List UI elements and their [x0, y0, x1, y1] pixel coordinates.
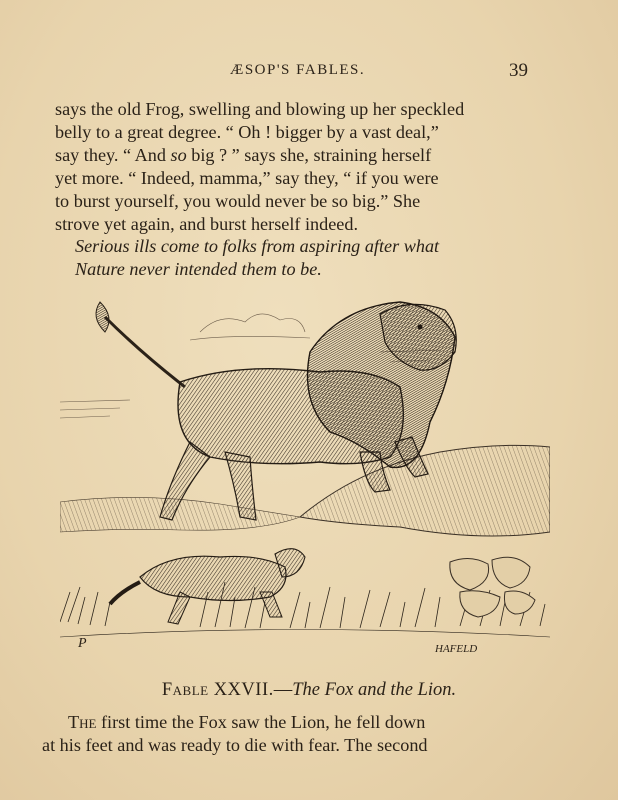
dropcap-word: The	[68, 712, 97, 732]
passage-line	[55, 144, 535, 167]
moral-line: Nature never intended them to be.	[75, 259, 322, 279]
page-number: 39	[509, 60, 528, 81]
fox	[110, 549, 305, 624]
passage-emphasis: so	[170, 145, 187, 165]
next-fable-line: at his feet and was ready to die with fear. The second	[42, 735, 428, 755]
lion-fox-engraving	[60, 292, 550, 672]
caption-dash: —	[273, 680, 293, 700]
fable-caption	[0, 680, 618, 701]
next-fable-fragment: first time the Fox saw the Lion, he fell down	[96, 712, 426, 732]
passage-line: says the old Frog, swelling and blowing up her speckled	[55, 99, 465, 119]
stones	[450, 557, 535, 617]
fable-label: Fable XXVII.	[161, 680, 274, 700]
passage-line: yet more. “ Indeed, mamma,” say they, “ if you were	[55, 168, 439, 188]
fable-title: The Fox and the Lion.	[292, 680, 457, 700]
passage-line: belly to a great degree. “ Oh ! bigger by a vast deal,”	[55, 122, 439, 142]
running-title: ÆSOP'S FABLES.	[230, 62, 366, 78]
next-fable-line	[68, 711, 548, 734]
next-fable-text	[42, 711, 548, 757]
passage-fragment: big ? ” says she, straining herself	[186, 145, 432, 165]
moral-line: Serious ills come to folks from aspiring after what	[75, 236, 440, 256]
fable-moral	[75, 235, 545, 281]
engraver-signature: HAFELD	[435, 643, 478, 655]
running-head	[0, 62, 618, 82]
passage-line: to burst yourself, you would never be so big.” She	[55, 191, 421, 211]
passage-fragment: say they. “ And	[55, 145, 171, 165]
passage-text	[55, 98, 535, 236]
artist-monogram: P	[78, 636, 87, 651]
passage-line: strove yet again, and burst herself indeed.	[55, 214, 359, 234]
